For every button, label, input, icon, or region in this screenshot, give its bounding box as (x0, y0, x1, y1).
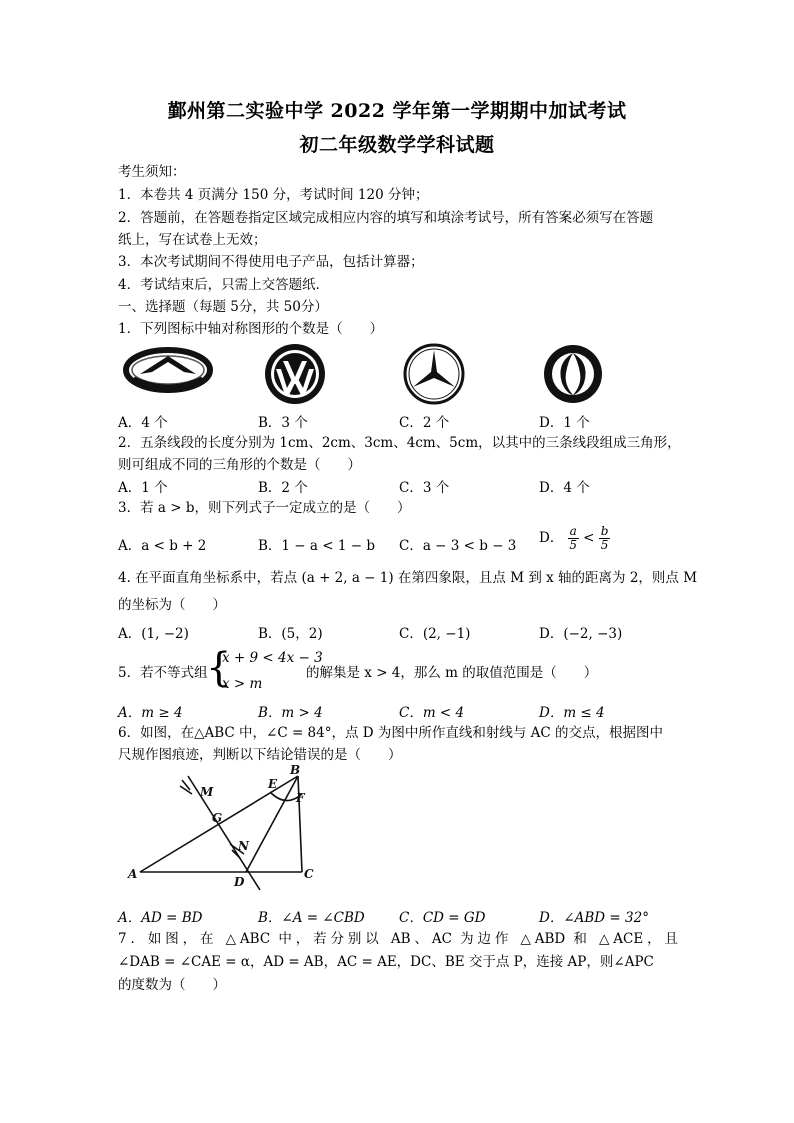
notice-heading: 考生须知： (118, 164, 186, 180)
question-3-stem: 3．若 a > b，则下列式子一定成立的是（ ） (118, 500, 411, 516)
notice-item: 纸上，写在试卷上无效； (118, 232, 267, 248)
label-d: D (234, 875, 245, 889)
label-b: B (290, 764, 301, 777)
option-d[interactable] (539, 525, 610, 552)
option-b[interactable]: B．m > 4 (258, 705, 323, 721)
option-a[interactable]: A．4 个 (118, 415, 168, 431)
option-c[interactable]: C．a − 3 < b − 3 (399, 538, 517, 554)
label-a: A (128, 867, 138, 881)
option-d[interactable]: D．(−2, −3) (539, 626, 623, 642)
fraction-b-over-5: $\frac{b}{5}$ (600, 524, 609, 552)
question-3-options (118, 524, 678, 554)
option-a[interactable]: A．1 个 (118, 480, 168, 496)
question-6-options (118, 906, 678, 926)
inequality-1: x + 9 < 4x − 3 (222, 650, 323, 666)
question-1-stem: 1．下列图标中轴对称图形的个数是（ ） (118, 321, 384, 337)
option-d[interactable]: D．m ≤ 4 (539, 705, 605, 721)
question-5-options (118, 701, 678, 721)
question-4-options (118, 622, 678, 642)
option-a[interactable]: A．(1, −2) (118, 626, 189, 642)
question-7-stem-end: 的度数为（ ） (118, 977, 226, 993)
option-c[interactable]: C．3 个 (399, 480, 450, 496)
question-6-stem: 6．如图，在△ABC 中，∠C = 84°，点 D 为图中所作直线和射线与 AC 的交点，根据图中 (118, 725, 664, 741)
question-5-suffix: 的解集是 x > 4，那么 m 的取值范围是（ ） (306, 665, 598, 681)
option-b[interactable]: B．1 − a < 1 − b (258, 538, 375, 554)
option-a[interactable]: A．AD = BD (118, 910, 203, 926)
option-b[interactable]: B．3 个 (258, 415, 308, 431)
question-4-stem: 4. 在平面直角坐标系中，若点 (a + 2, a − 1) 在第四象限，且点 M 到 x 轴的距离为 2，则点 M (118, 570, 698, 586)
infiniti-logo (122, 340, 214, 402)
option-b[interactable]: B．2 个 (258, 480, 308, 496)
option-b[interactable]: B．∠A = ∠CBD (258, 910, 365, 926)
system-brace: { (206, 645, 232, 691)
question-4-stem-cont: 的坐标为（ ） (118, 597, 226, 613)
option-c[interactable]: C．CD = GD (399, 910, 486, 926)
option-a[interactable]: A．a < b + 2 (118, 538, 207, 554)
question-2-options (118, 476, 678, 496)
option-b[interactable]: B．(5，2) (258, 626, 323, 642)
option-d[interactable]: D．1 个 (539, 415, 590, 431)
exam-subtitle: 初二年级数学学科试题 (299, 134, 495, 156)
label-e: E (268, 777, 278, 791)
option-c[interactable]: C．(2, −1) (399, 626, 471, 642)
notice-item: 2．答题前，在答题卷指定区域完成相应内容的填写和填涂考试号，所有答案必须写在答题 (118, 210, 654, 226)
inequality-2: x > m (222, 676, 263, 692)
perpendicular-bisector (188, 776, 260, 890)
less-than-sign: < (583, 530, 595, 546)
label-g: G (212, 811, 223, 825)
exam-title: 鄞州第二实验中学 2022 学年第一学期期中加试考试 (167, 100, 627, 122)
label-n: N (238, 839, 249, 853)
question-2-stem-cont: 则可组成不同的三角形的个数是（ ） (118, 457, 361, 473)
notice-item: 1．本卷共 4 页满分 150 分，考试时间 120 分钟； (118, 187, 429, 203)
question-5-prefix: 5．若不等式组 (118, 665, 208, 681)
question-7-stem: 7．如图，在 △ABC 中，若分别以 AB、AC 为边作 △ABD 和 △ACE，且 (118, 931, 678, 947)
label-f: F (296, 791, 305, 805)
fraction-a-over-5: $\frac{a}{5}$ (569, 524, 578, 552)
arc-m (180, 780, 192, 794)
notice-item: 3．本次考试期间不得使用电子产品，包括计算器； (118, 254, 424, 270)
label-c: C (304, 867, 314, 881)
option-c[interactable]: C．m < 4 (399, 705, 465, 721)
question-6-stem-cont: 尺规作图痕迹，判断以下结论错误的是（ ） (118, 747, 402, 763)
question-1-options (118, 411, 678, 431)
option-d[interactable]: D．∠ABD = 32° (539, 910, 649, 926)
question-2-stem: 2．五条线段的长度分别为 1cm、2cm、3cm、4cm、5cm，以其中的三条线段组成三角形， (118, 435, 681, 451)
option-a[interactable]: A．m ≥ 4 (118, 705, 183, 721)
option-c[interactable]: C．2 个 (399, 415, 450, 431)
volkswagen-logo (262, 343, 328, 409)
option-d[interactable]: D．4 个 (539, 480, 590, 496)
dongfeng-logo (542, 343, 604, 409)
section-heading: 一、选择题（每题 5分，共 50分） (118, 299, 328, 315)
option-d-label: D． (539, 530, 564, 546)
notice-item: 4．考试结束后，只需上交答题纸． (118, 277, 330, 293)
question-7-stem-cont: ∠DAB = ∠CAE = α，AD = AB，AC = AE，DC、BE 交于点 P，连接 AP，则∠APC (118, 954, 654, 970)
mercedes-logo (401, 343, 467, 409)
label-m: M (200, 785, 214, 799)
geometry-figure (120, 764, 330, 894)
